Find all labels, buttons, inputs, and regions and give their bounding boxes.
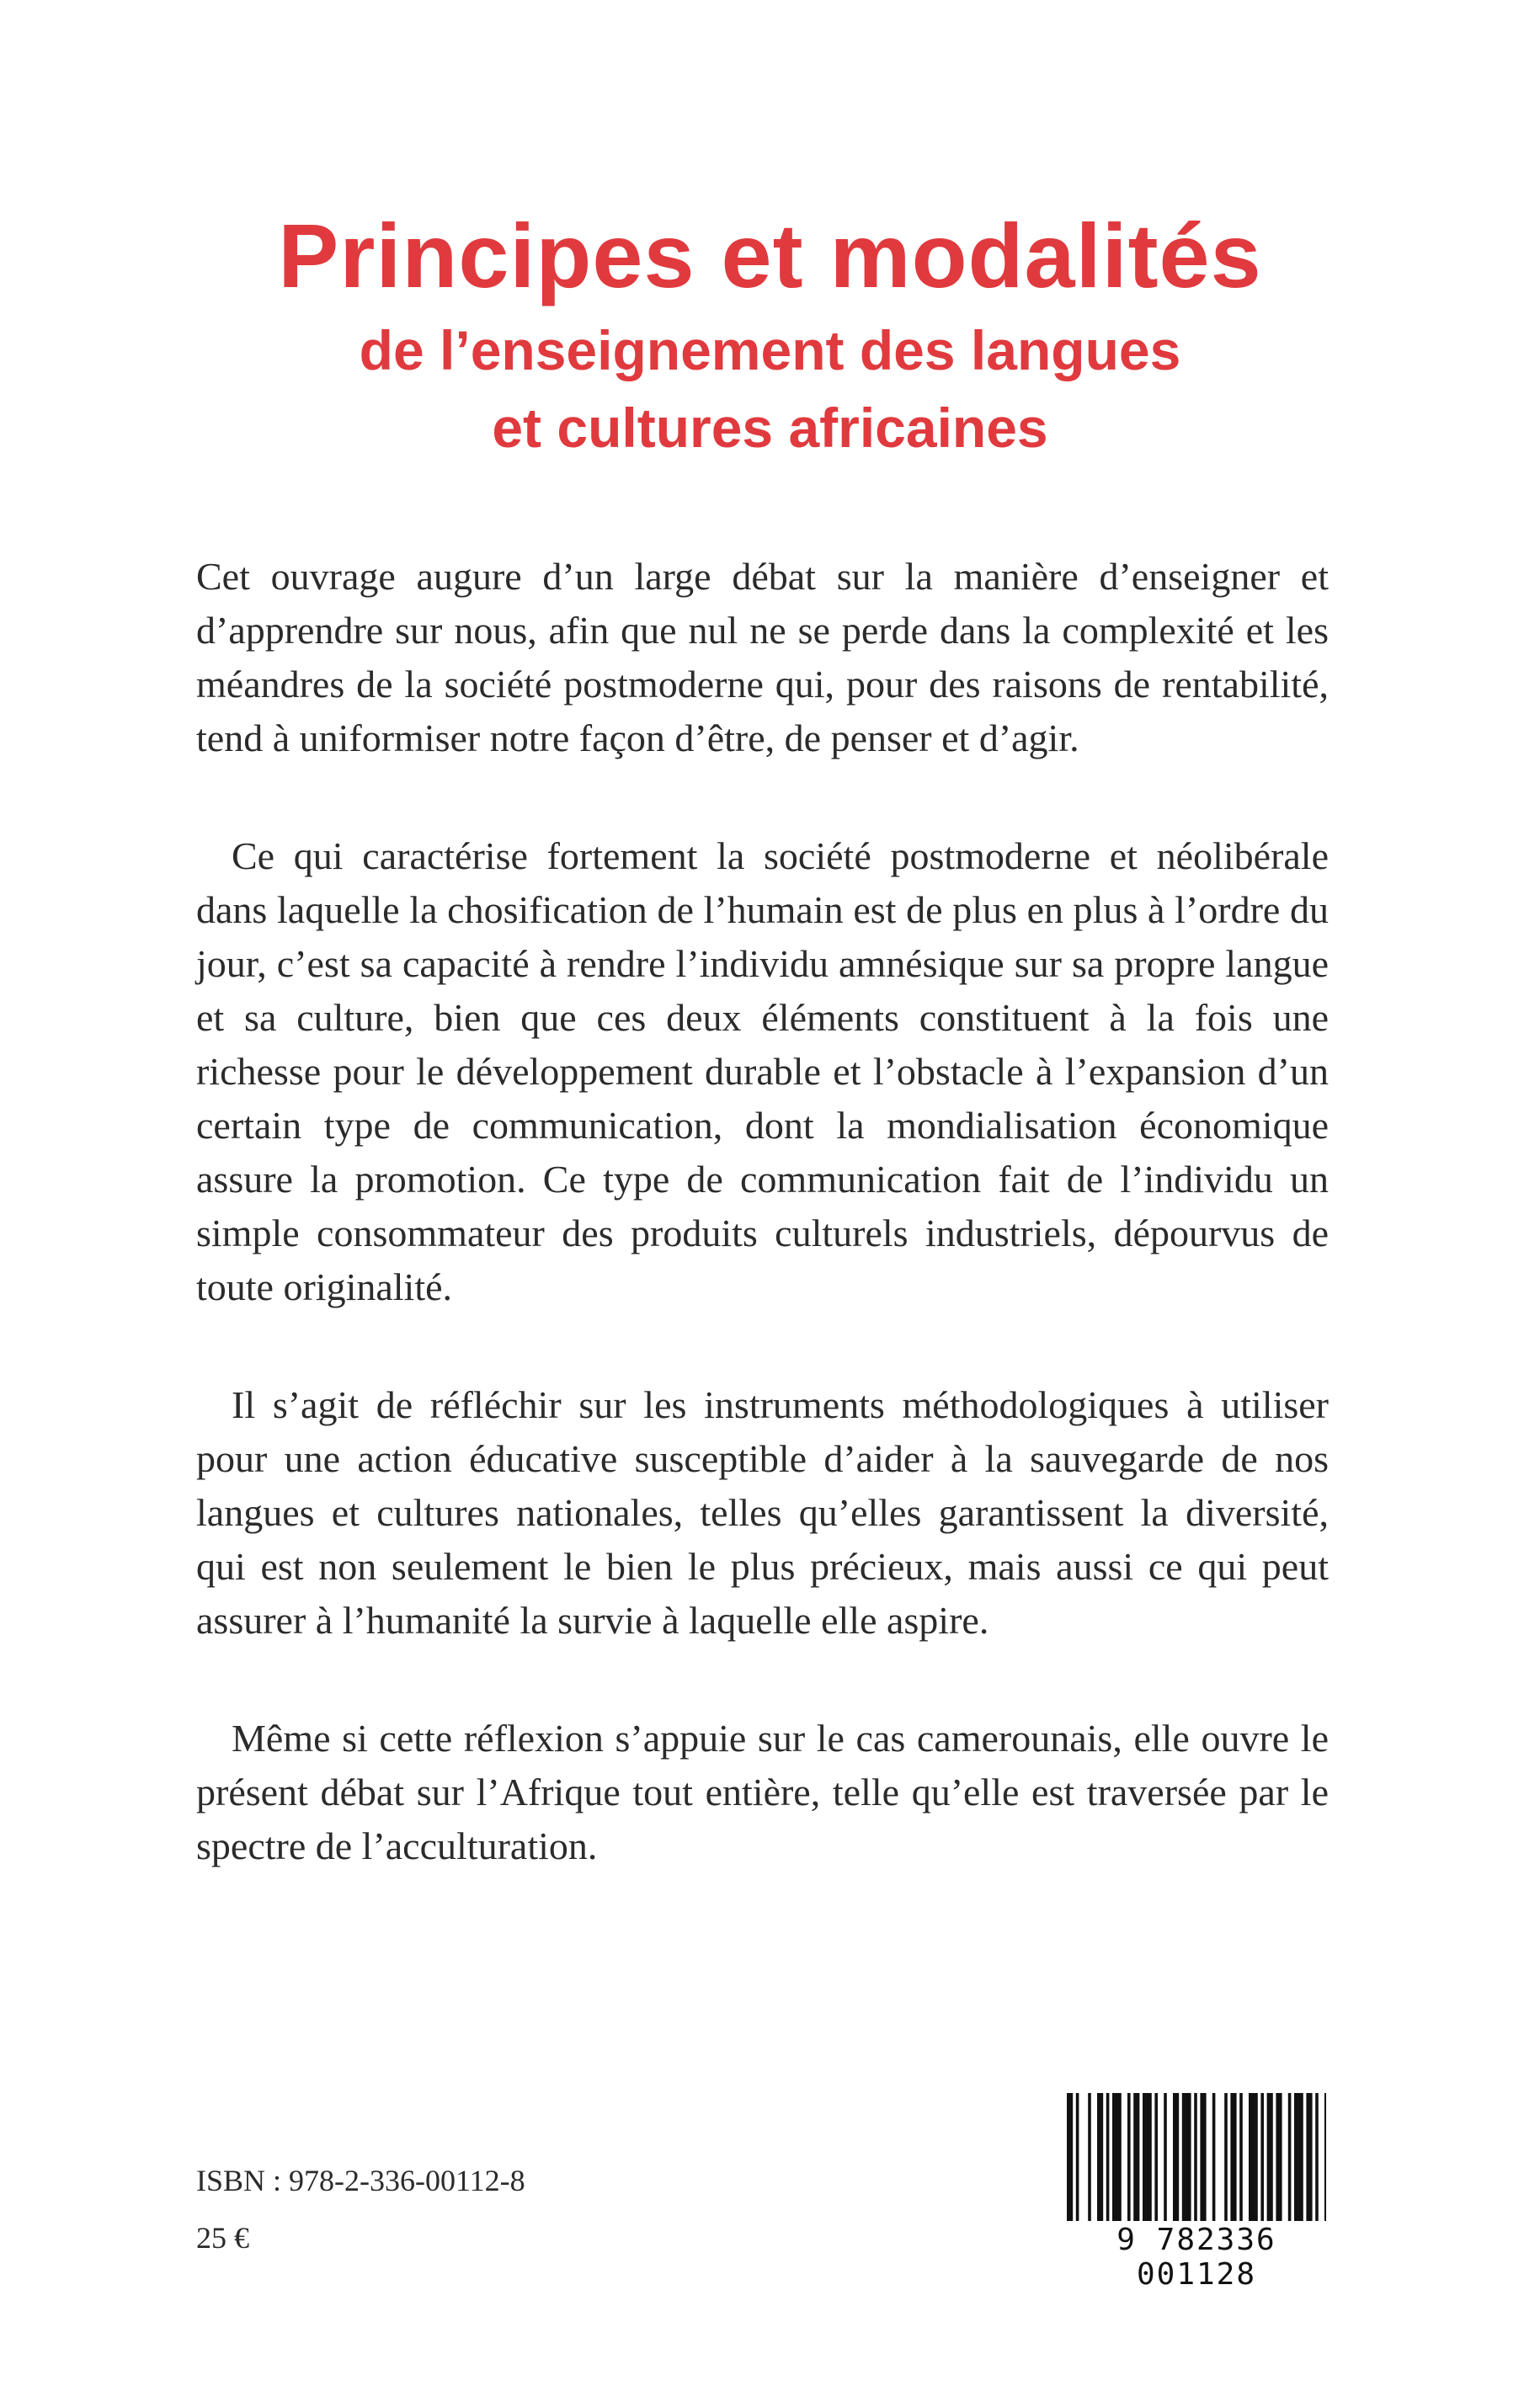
barcode-bar (1133, 2093, 1139, 2221)
blurb-paragraph-4: Même si cette réflexion s’appuie sur le cas camerounais, elle ouvre le présent débat sur l’Afrique tout entière, telle qu’elle est traversée par le spectre de l’acculturation. (196, 1717, 1329, 1867)
barcode-bar (1173, 2093, 1179, 2221)
barcode-bar (1127, 2093, 1131, 2221)
barcode-bar (1154, 2093, 1158, 2221)
barcode-bar (1076, 2093, 1079, 2221)
barcode-bar (1230, 2093, 1236, 2221)
barcode-bar (1249, 2093, 1258, 2221)
barcode-bar (1088, 2093, 1091, 2221)
barcode-bar (1224, 2093, 1228, 2221)
barcode-bar (1315, 2093, 1319, 2221)
barcode-digits: 9 782336 001128 (1055, 2223, 1338, 2292)
price-label: 25 € (196, 2221, 249, 2255)
barcode-bar (1112, 2093, 1122, 2221)
barcode-bar (1097, 2093, 1103, 2221)
back-cover-blurb (196, 550, 1329, 1937)
barcode-bar (1324, 2093, 1326, 2221)
barcode-bar (1276, 2093, 1282, 2221)
blurb-paragraph-3: Il s’agit de réfléchir sur les instruments méthodologiques à utiliser pour une action éducative susceptible d’aider à la sauvegarde de nos langues et cultures nationales, telles qu’elles garantissent la diversité, qui est non seulement le bien le plus précieux, mais aussi ce qui peut assurer à l’humanité la survie à laquelle elle aspire. (196, 1383, 1329, 1642)
barcode-bar (1267, 2093, 1273, 2221)
isbn-label: ISBN : 978-2-336-00112-8 (196, 2164, 525, 2197)
barcode-bar (1067, 2093, 1073, 2221)
barcode-bar (1194, 2093, 1197, 2221)
title-subtitle-line-2: et cultures africaines (492, 397, 1048, 459)
barcode-bar (1182, 2093, 1191, 2221)
barcode-bar (1164, 2093, 1167, 2221)
barcode-bar (1294, 2093, 1303, 2221)
barcode-bar (1288, 2093, 1292, 2221)
title-subtitle-line-1: de l’enseignement des langues (359, 319, 1181, 381)
book-title (0, 200, 1540, 466)
barcode-bar (1260, 2093, 1264, 2221)
blurb-paragraph-2: Ce qui caractérise fortement la société postmoderne et néolibérale dans laquelle la chosification de l’humain est de plus en plus à l’ordre du jour, c’est sa capacité à rendre l’individu amnésique sur sa propre langue et sa culture, bien que ces deux éléments constituent à la fois une richesse pour le développement durable et l’obstacle à l’expansion d’un certain type de communication, dont la mondialisation économique assure la promotion. Ce type de communication fait de l’individu un simple consommateur des produits culturels industriels, dépourvus de toute originalité. (196, 834, 1329, 1308)
blurb-paragraph-1: Cet ouvrage augure d’un large débat sur la manière d’enseigner et d’apprendre sur nous, afin que nul ne se perde dans la complexité et les méandres de la société postmoderne qui, pour des raisons de rentabilité, tend à uniformiser notre façon d’être, de penser et d’agir. (196, 555, 1329, 759)
barcode-bar (1106, 2093, 1110, 2221)
barcode-bar (1306, 2093, 1312, 2221)
barcode-bar (1239, 2093, 1243, 2221)
barcode-bar (1200, 2093, 1206, 2221)
barcode-bar (1143, 2093, 1152, 2221)
title-main: Principes et modalités (278, 205, 1262, 306)
barcode-bar (1212, 2093, 1216, 2221)
